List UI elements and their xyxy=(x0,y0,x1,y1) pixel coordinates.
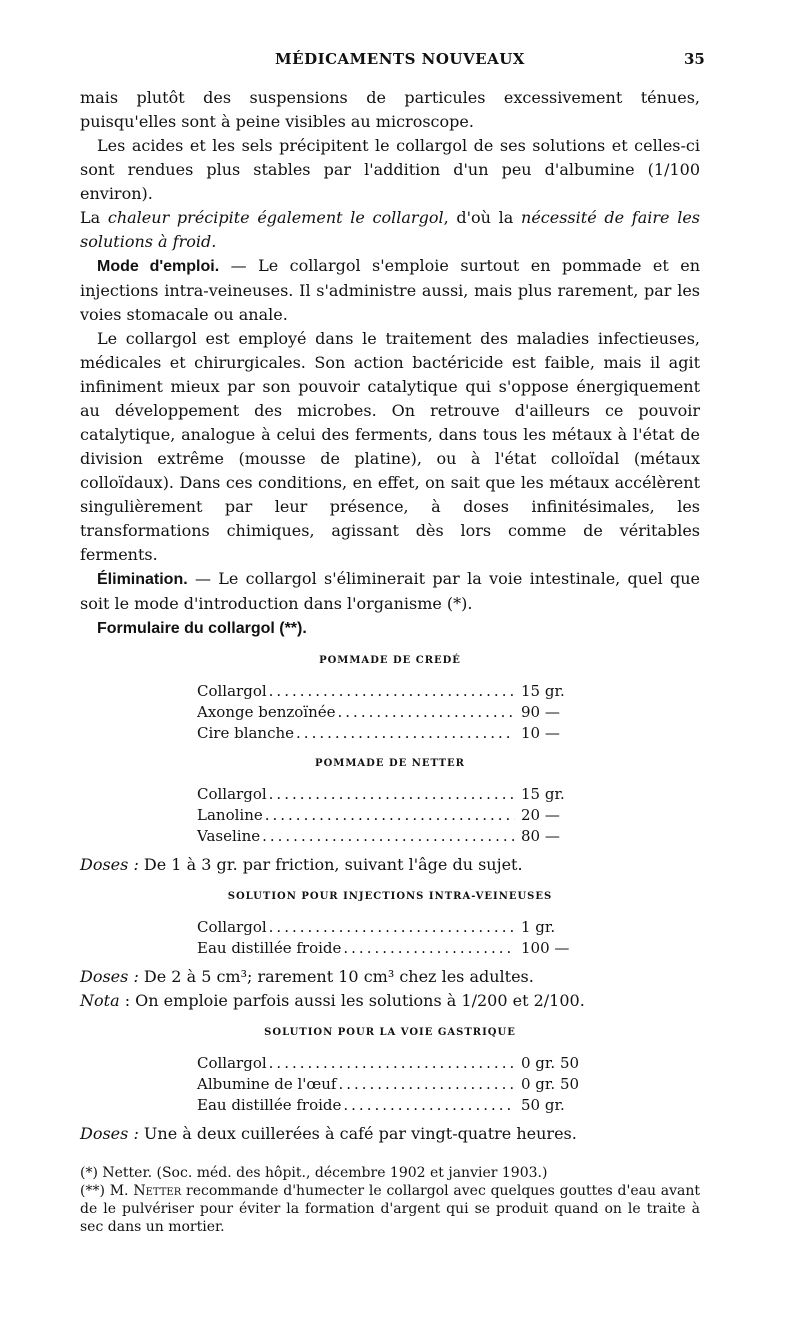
recipe-list xyxy=(197,917,587,959)
recipe-row: Collargol ..... 1 gr. xyxy=(197,917,587,938)
recipe-title: POMMADE DE NETTER xyxy=(315,758,465,769)
recipe-row: Collargol ..... 0 gr. 50 xyxy=(197,1053,587,1074)
running-header: MÉDICAMENTS NOUVEAUX xyxy=(275,50,525,68)
nota-line: Nota : On emploie parfois aussi les solutions à 1/200 et 2/100. xyxy=(80,991,585,1010)
doses-line: Doses : Une à deux cuillerées à café par vingt-quatre heures. xyxy=(80,1124,577,1143)
recipe-row: Lanoline ..... 20 — xyxy=(197,805,587,826)
paragraph: Élimination. — Le collargol s'éliminerait par la voie intestinale, quel que soit le mode d'introduction dans l'organisme (*). xyxy=(80,569,700,613)
recipe-list xyxy=(197,1053,587,1116)
recipe-list xyxy=(197,681,587,744)
recipe-title: SOLUTION POUR INJECTIONS INTRA-VEINEUSES xyxy=(227,891,553,902)
paragraph: Mode d'emploi. — Le collargol s'emploie surtout en pommade et en injections intra-veineuses. Il s'administre aussi, mais plus rarement, par les voies stomacale ou anale. xyxy=(80,256,700,324)
recipe-row: Albumine de l'œuf ..... 0 gr. 50 xyxy=(197,1074,587,1095)
doses-line: Doses : De 2 à 5 cm³; rarement 10 cm³ chez les adultes. xyxy=(80,967,534,986)
section-heading: Élimination. xyxy=(97,571,188,588)
recipe-list xyxy=(197,784,587,847)
section-heading: Mode d'emploi. xyxy=(97,258,220,275)
page-number: 35 xyxy=(684,50,705,68)
recipe-row: Collargol ..... 15 gr. xyxy=(197,784,587,805)
footnote: (**) M. Netter recommande d'humecter le collargol avec quelques gouttes d'eau avant de le pulvériser pour éviter la formation d'argent qui se produit quand on le traite à sec dans un mortier. xyxy=(80,1183,701,1235)
paragraph: La chaleur précipite également le collargol, d'où la nécessité de faire les solutions à froid. xyxy=(80,208,700,251)
paragraph: Le collargol est employé dans le traitement des maladies infectieuses, médicales et chirurgicales. Son action bactéricide est faible, mais il agit infiniment mieux par son pouvoir catalytique qui s'oppose énergiquement au développement des microbes. On retrouve d'ailleurs ce pouvoir catalytique, analogue à celui des ferments, dans tous les métaux à l'état de division extrême (mousse de platine), ou à l'état colloïdal (métaux colloïdaux). Dans ces conditions, en effet, on sait que les métaux accélèrent singulièrement par leur présence, à doses infinitésimales, les transformations chimiques, agissant dès lors comme de véritables ferments. xyxy=(80,329,700,564)
paragraph xyxy=(80,616,700,641)
recipe-row: Eau distillée froide ..... 100 — xyxy=(197,938,587,959)
body-text xyxy=(80,86,700,1236)
recipe-row: Collargol ..... 15 gr. xyxy=(197,681,587,702)
recipe-row: Eau distillée froide ..... 50 gr. xyxy=(197,1095,587,1116)
recipe-title: POMMADE DE CREDÉ xyxy=(319,655,461,666)
section-heading: Formulaire du collargol (**). xyxy=(97,620,307,637)
paragraph: mais plutôt des suspensions de particules excessivement ténues, puisqu'elles sont à peine visibles au microscope. xyxy=(80,88,700,131)
doses-line: Doses : De 1 à 3 gr. par friction, suivant l'âge du sujet. xyxy=(80,855,523,874)
recipe-row: Vaseline ..... 80 — xyxy=(197,826,587,847)
footnote: (*) Netter. (Soc. méd. des hôpit., décembre 1902 et janvier 1903.) xyxy=(80,1165,548,1181)
recipe-row: Axonge benzoïnée ..... 90 — xyxy=(197,702,587,723)
paragraph: Les acides et les sels précipitent le collargol de ses solutions et celles-ci sont rendues plus stables par l'addition d'un peu d'albumine (1/100 environ). xyxy=(80,136,700,203)
recipe-row: Cire blanche ..... 10 — xyxy=(197,723,587,744)
recipe-title: SOLUTION POUR LA VOIE GASTRIQUE xyxy=(264,1027,516,1038)
footnotes xyxy=(80,1164,700,1236)
